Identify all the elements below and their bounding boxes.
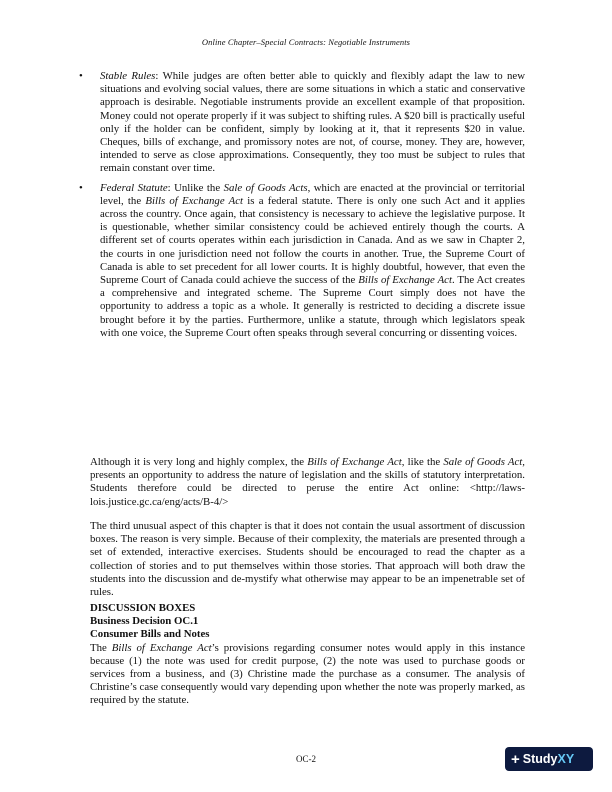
brand-suffix: XY — [557, 752, 575, 766]
bullet-text-part: : Unlike the — [167, 181, 224, 194]
body-text: ’s provisions regarding consumer notes would apply in this instance because (1) the note was used for credit purpose, (2) the note was used to purchase goods or services from a business, and (3) Christine made the purchase as a consumer. The analysis of Christine’s case consequently would vary depending upon whether the note was properly marked, as required by the statute. — [90, 641, 525, 707]
paragraph-text: Although it is very long and highly complex, the — [90, 456, 308, 468]
studyxy-logo — [505, 747, 593, 771]
bullet-item-stable-rules — [79, 70, 525, 176]
running-header: Online Chapter–Special Contracts: Negotiable Instruments — [201, 37, 411, 47]
italic-title: Bills of Exchange Act — [358, 274, 452, 287]
paragraph-text: , presents an opportunity to address the nature of legislation and the skills of statutory interpretation. Students therefore could be directed to peruse the entire Act online: <http://laws-lois.justice.gc.ca/eng/acts/B-4/> — [90, 456, 525, 508]
section-heading: DISCUSSION BOXES — [90, 602, 196, 614]
body-text: The — [90, 641, 112, 654]
topic-heading: Consumer Bills and Notes — [90, 628, 210, 641]
bullet-lead-term: Stable Rules — [100, 70, 156, 82]
italic-title: Sale of Goods Act — [443, 456, 523, 468]
business-decision-heading: Business Decision OC.1 — [90, 615, 199, 628]
paragraph-legislation — [90, 456, 525, 509]
page-number: OC-2 — [296, 754, 316, 764]
bullet-marker: • — [79, 181, 83, 194]
italic-title: Bills of Exchange Act — [111, 641, 212, 654]
bullet-marker: • — [79, 70, 83, 82]
bullet-list — [79, 70, 525, 346]
discussion-section — [90, 602, 525, 708]
bullet-text-part: , which are enacted at the provincial or territorial level, the — [100, 181, 525, 207]
bullet-text-part: is a federal statute. There is only one such Act and it applies across the country. Once again, that consistency is necessary to achieve the legislative purpose. It is questionable, whether similar consistency could be achieved entirely though the courts. A different set of courts operates within each jurisdiction in Canada. And as we saw in Chapter 2, the courts in one jurisdiction need not follow the courts in another. True, the Supreme Court of Canada is able to set precedent for all lower courts. It is highly doubtful, however, that even the Supreme Court of Canada could achieve the success of the — [100, 194, 525, 287]
bullet-lead-term: Federal Statute — [100, 181, 168, 194]
italic-title: Bills of Exchange Act — [307, 456, 402, 468]
paragraph-unusual-aspect: The third unusual aspect of this chapter is that it does not contain the usual assortment of discussion boxes. The reason is very simple. Because of their complexity, the materials are presented through a set of extended, interactive exercises. Students should be encouraged to read the chapter as a collection of stories and to put themselves within those stories. That approach will both draw the students into the discussion and de-mystify what otherwise may appear to be an impenetrable set of rules. — [90, 520, 525, 599]
bullet-text: : While judges are often better able to quickly and flexibly adapt the law to new situations and evolving social values, there are some situations in which a static and conservative approach is desirable. Negotiable instruments provide an excellent example of that proposition. Money could not operate properly if it was subject to shifting rules. A $20 bill is practically useful only if the holder can be confident, simply by looking at it, that it represents $20 in value. Cheques, bills of exchange, and promissory notes are not, of course, money. They are, however, intended to serve as close approximations. Consequently, they too must be subject to rules that remain constant over time. — [100, 70, 525, 175]
bullet-text-part: . The Act creates a comprehensive and integrated scheme. The Supreme Court simply does not have the opportunity to address a topic as a whole. It generally is restricted to deciding a discrete issue brought before it by the parties. Furthermore, unlike a statute, through which legislators speak with one voice, the Supreme Court often speaks through several concurring or dissenting voices. — [100, 274, 525, 339]
paragraph-text: , like the — [401, 456, 444, 468]
brand-name: Study — [522, 752, 558, 766]
italic-title: Bills of Exchange Act — [145, 194, 244, 207]
italic-title: Sale of Goods Acts — [223, 181, 308, 194]
plus-icon: + — [511, 750, 520, 768]
bullet-item-federal-statute — [79, 181, 525, 340]
discussion-body — [90, 642, 525, 708]
